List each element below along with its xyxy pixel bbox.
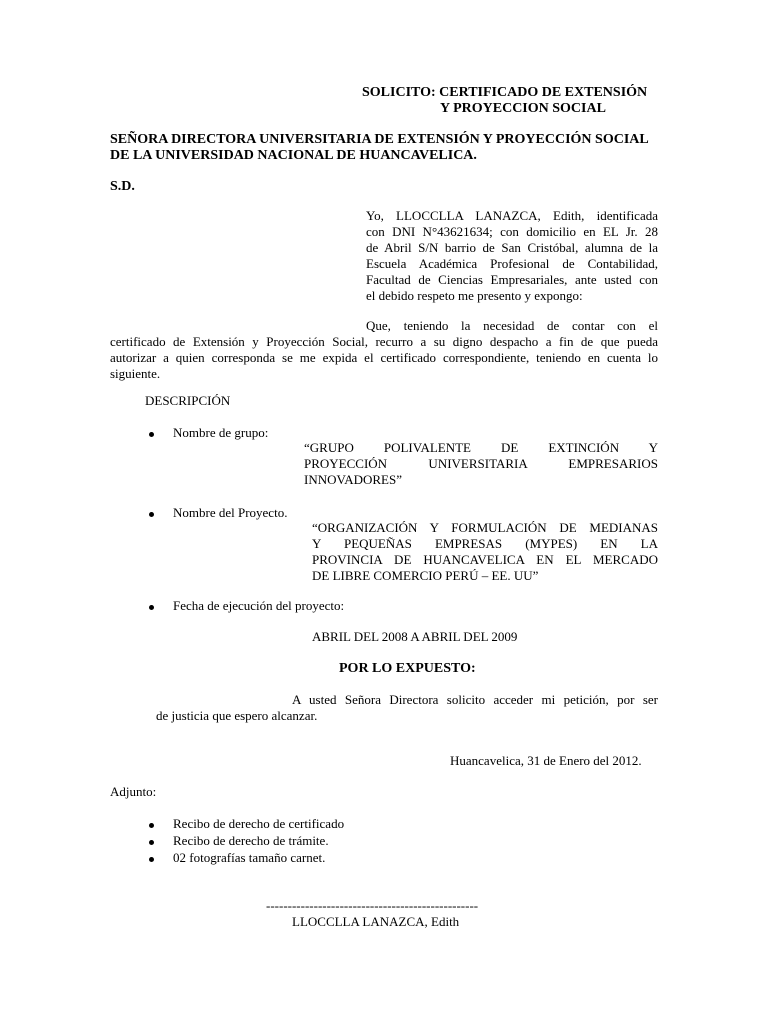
subject-line-1: SOLICITO: CERTIFICADO DE EXTENSIÓN xyxy=(362,85,648,100)
group-name-label: Nombre de grupo: xyxy=(173,425,269,440)
execution-date-label: Fecha de ejecución del proyecto: xyxy=(173,598,345,613)
bullet-icon xyxy=(149,823,154,828)
bullet-icon xyxy=(149,857,154,862)
project-name-line: Y PEQUEÑAS EMPRESAS (MYPES) EN LA xyxy=(312,536,658,551)
attachment-item: Recibo de derecho de certificado xyxy=(173,816,345,831)
identification-line: el debido respeto me presento y expongo: xyxy=(366,288,583,303)
request-line: autorizar a quien corresponda se me expida el certificado correspondiente, teniendo en cuenta lo xyxy=(110,350,658,365)
project-name-value xyxy=(312,520,658,584)
subject-line-2: Y PROYECCION SOCIAL xyxy=(440,101,606,116)
closing-heading: POR LO EXPUESTO: xyxy=(339,661,476,676)
bullet-icon xyxy=(149,605,154,610)
request-line: siguiente. xyxy=(110,366,161,381)
attachment-item: Recibo de derecho de trámite. xyxy=(173,833,329,848)
request-line: Que, teniendo la necesidad de contar con el xyxy=(366,318,658,333)
identification-line: Escuela Académica Profesional de Contabilidad, xyxy=(366,256,658,271)
addressee-line-2: DE LA UNIVERSIDAD NACIONAL DE HUANCAVELICA. xyxy=(110,148,477,163)
group-name-line: PROYECCIÓN UNIVERSITARIA EMPRESARIOS xyxy=(304,456,658,471)
attachment-item: 02 fotografías tamaño carnet. xyxy=(173,850,326,865)
closing-line-1: A usted Señora Directora solicito acceder mi petición, por ser xyxy=(292,692,658,707)
project-name-label: Nombre del Proyecto. xyxy=(173,505,288,520)
date-place: Huancavelica, 31 de Enero del 2012. xyxy=(450,753,642,768)
description-heading: DESCRIPCIÓN xyxy=(145,393,231,408)
closing-line-2: de justicia que espero alcanzar. xyxy=(156,708,318,723)
bullet-icon xyxy=(149,432,154,437)
project-name-line: DE LIBRE COMERCIO PERÚ – EE. UU” xyxy=(312,568,539,583)
request-paragraph xyxy=(110,318,658,382)
group-name-value xyxy=(304,440,658,488)
project-name-line: “ORGANIZACIÓN Y FORMULACIÓN DE MEDIANAS xyxy=(312,520,658,535)
identification-block xyxy=(366,208,658,304)
identification-line: Facultad de Ciencias Empresariales, ante usted con xyxy=(366,272,658,287)
addressee-line-1: SEÑORA DIRECTORA UNIVERSITARIA DE EXTENSIÓN Y PROYECCIÓN SOCIAL xyxy=(110,132,649,147)
salutation: S.D. xyxy=(110,179,135,194)
signature-name: LLOCCLLA LANAZCA, Edith xyxy=(292,914,460,929)
attachments-heading: Adjunto: xyxy=(110,784,157,799)
request-line: certificado de Extensión y Proyección Social, recurro a su digno despacho a fin de que pueda xyxy=(110,334,658,349)
group-name-line: INNOVADORES” xyxy=(304,472,402,487)
project-name-line: PROVINCIA DE HUANCAVELICA EN EL MERCADO xyxy=(312,552,658,567)
bullet-icon xyxy=(149,840,154,845)
identification-line: Yo, LLOCCLLA LANAZCA, Edith, identificada xyxy=(366,208,658,223)
identification-line: de Abril S/N barrio de San Cristóbal, alumna de la xyxy=(366,240,658,255)
identification-line: con DNI N°43621634; con domicilio en EL Jr. 28 xyxy=(366,224,658,239)
group-name-line: “GRUPO POLIVALENTE DE EXTINCIÓN Y xyxy=(304,440,658,455)
bullet-icon xyxy=(149,512,154,517)
execution-date-value: ABRIL DEL 2008 A ABRIL DEL 2009 xyxy=(312,629,518,644)
signature-line: ------------------------------------------------- xyxy=(266,898,479,913)
